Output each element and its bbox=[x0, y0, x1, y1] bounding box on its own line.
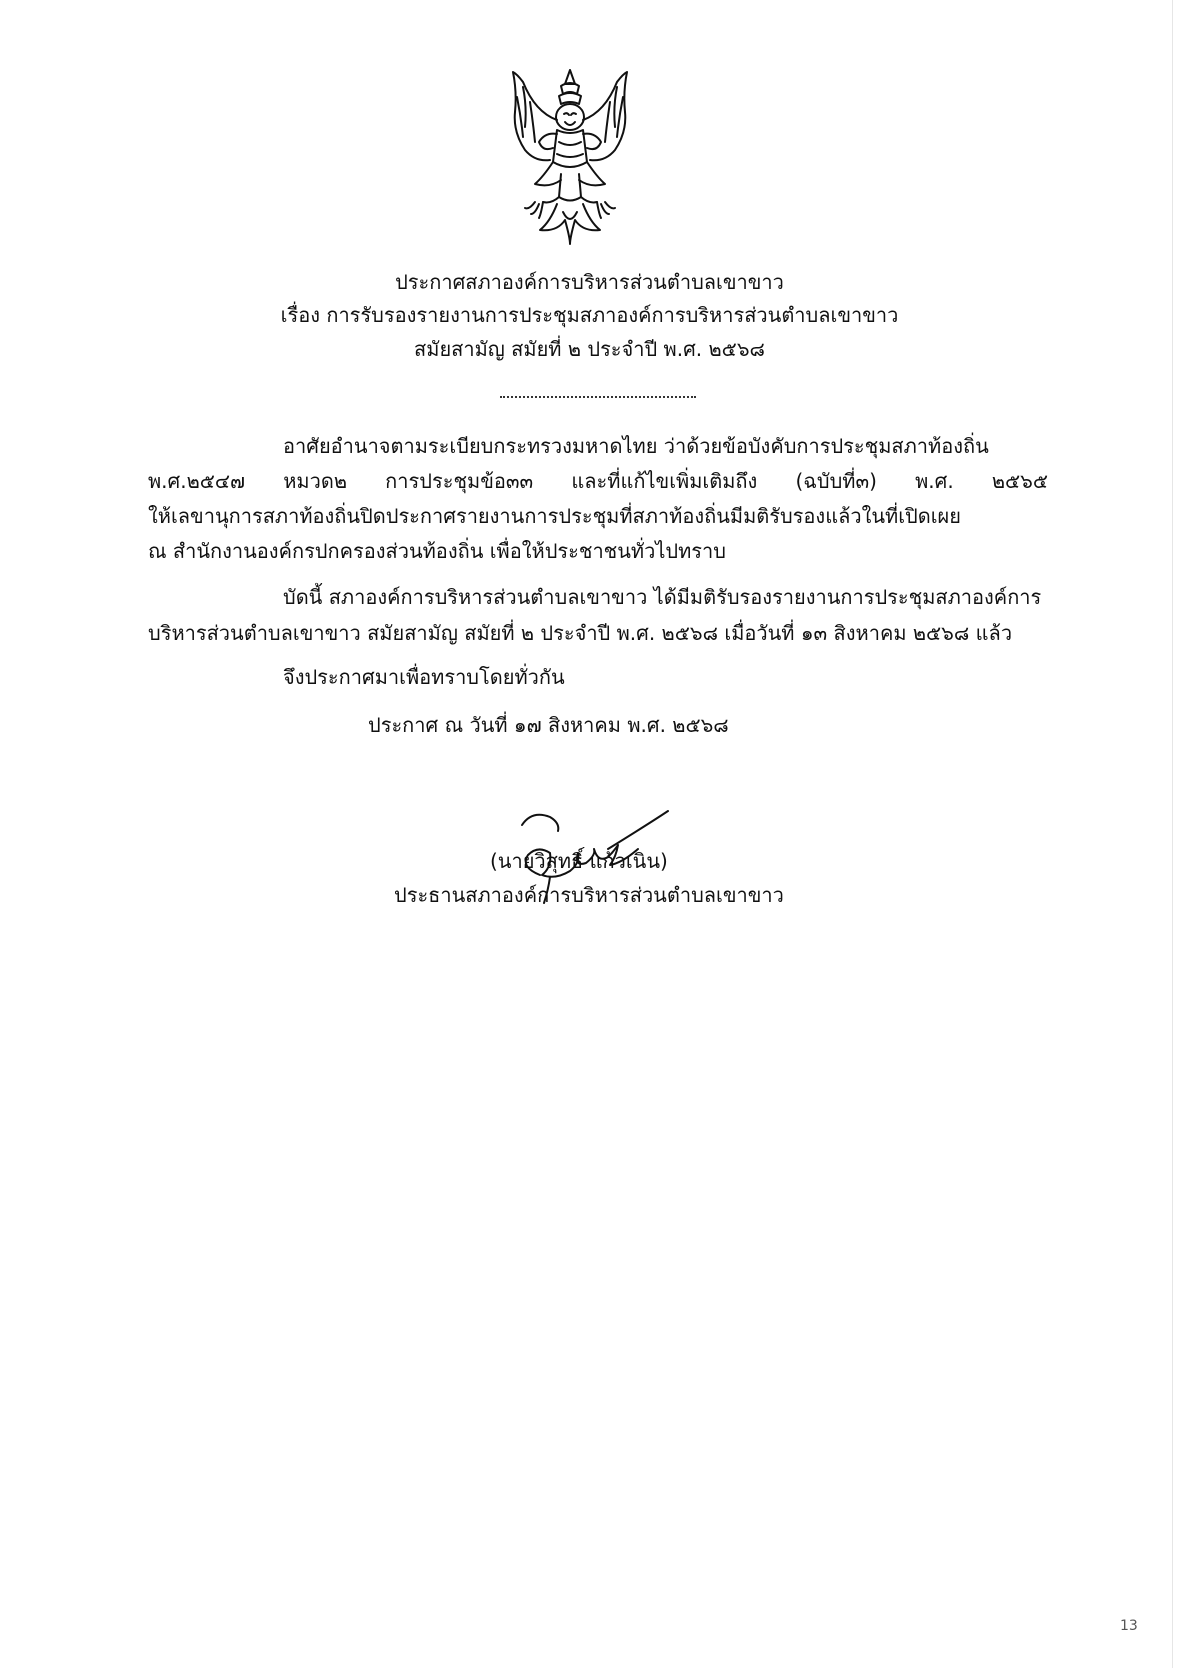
announcement-title: ประกาศสภาองค์การบริหารส่วนตำบลเขาขาว bbox=[395, 270, 784, 294]
garuda-emblem bbox=[495, 62, 645, 247]
paragraph2-line1: บัดนี้ สภาองค์การบริหารส่วนตำบลเขาขาว ได้มีมติรับรองรายงานการประชุมสภาองค์การ bbox=[283, 585, 1042, 609]
paragraph1-line4: ณ สำนักงานองค์กรปกครองส่วนท้องถิ่น เพื่อให้ประชาชนทั่วไปทราบ bbox=[148, 539, 726, 563]
paragraph1-line3: ให้เลขานุการสภาท้องถิ่นปิดประกาศรายงานการประชุมที่สภาท้องถิ่นมีมติรับรองแล้วในที่เปิดเผย bbox=[148, 504, 961, 528]
scan-edge bbox=[1172, 0, 1173, 1668]
announcement-date: ประกาศ ณ วันที่ ๑๗ สิงหาคม พ.ศ. ๒๕๖๘ bbox=[368, 713, 729, 737]
paragraph1-line1: อาศัยอำนาจตามระเบียบกระทรวงมหาดไทย ว่าด้วยข้อบังคับการประชุมสภาท้องถิ่น bbox=[283, 434, 989, 458]
signatory-position: ประธานสภาองค์การบริหารส่วนตำบลเขาขาว bbox=[394, 883, 784, 907]
page-mark: 13 bbox=[1120, 1618, 1138, 1634]
paragraph1-line2: พ.ศ.๒๕๔๗ หมวด๒ การประชุมข้อ๓๓ และที่แก้ไขเพิ่มเติมถึง (ฉบับที่๓) พ.ศ. ๒๕๖๕ bbox=[148, 469, 1048, 493]
announcement-session: สมัยสามัญ สมัยที่ ๒ ประจำปี พ.ศ. ๒๕๖๘ bbox=[414, 337, 765, 361]
closing-statement: จึงประกาศมาเพื่อทราบโดยทั่วกัน bbox=[283, 665, 565, 689]
dotted-separator bbox=[500, 396, 696, 398]
announcement-subject: เรื่อง การรับรองรายงานการประชุมสภาองค์การบริหารส่วนตำบลเขาขาว bbox=[280, 303, 899, 327]
signatory-name: (นายวิสุทธิ์ แก้วเนิน) bbox=[490, 849, 668, 873]
paragraph2-line2: บริหารส่วนตำบลเขาขาว สมัยสามัญ สมัยที่ ๒ ประจำปี พ.ศ. ๒๕๖๘ เมื่อวันที่ ๑๓ สิงหาคม ๒๕๖๘ แล้ว bbox=[148, 621, 1013, 645]
